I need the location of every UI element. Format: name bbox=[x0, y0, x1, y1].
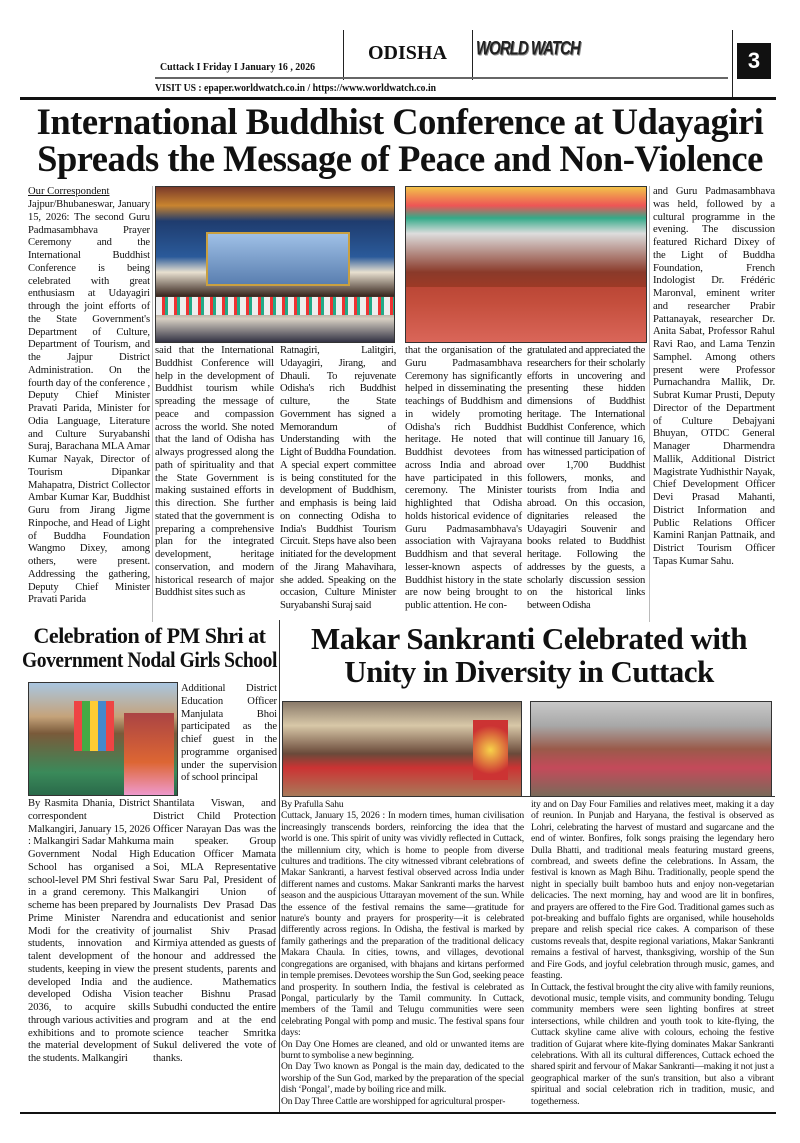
lead-column-6: and Guru Padmasambhava was held, followed by a cultural programme in the evening. The discussion featured Richard Dixey of the Light of Buddha Foundation, French Indologist Dr. Frédéric Maronval, eminent writer and researcher Prabir Pattanayak, researcher Dr. Anita Sabat, Professor Rahul Ravi Rao, and Lama Tenzin Samphel. Among others present were Professor Purnachandra Mallik, Dr. Subrat Kumar Prusti, Deputy Director of the Department of Culture Debajyani Bhuyan, OTDC General Manager Dharmendra Mallik, Additional District Magistrate Yudhisthir Nayak, Chief Development Officer Devi Prasad Mahanti, District Information and Public Relations Officer Kamini Ranjan Pattnaik, and District Tourism Officer Tapas Kumar Sahu. bbox=[653, 186, 775, 567]
community-gathering-photo bbox=[530, 701, 772, 797]
lead-column-1: Jajpur/Bhubaneswar, January 15, 2026: The second Guru Padmasambhava Prayer Ceremony and the International Buddhist Conference is being celebrated with great enthusiasm at Udayagiri through the joint efforts of the State Government's Department of Culture, Department of Tourism, and the Jajpur District Administration. On the fourth day of the conference , Deputy Chief Minister Pravati Parida, Minister for Odia Language, Literature and Culture Suryabanshi Suraj, Barachana MLA Amar Kumar Nayak, Director of Tourism Dipankar Mahapatra, District Collector Ambar Kumar Kar, Buddhist Guru from Jirang Jigme Rinpoche, and Head of Light of Buddha Foundation Wangmo Dixey, among others, were present. Addressing the gathering, Deputy Chief Minister Pravati Parida bbox=[28, 199, 150, 606]
school-column-1-text: Malkangiri, January 15, 2026 : Malkangiri Sadar Mahkuma Government Nodal High School has organised a school-level PM Shri festival in a grand ceremony. This scheme has been prepared by Prime Minister Narendra Modi for the creativity of students, innovation and talent development of the students, keeping in view the developed India and the developed Odisha Vision 2036, to acquire skills through various activities and exhibitions and to promote the material development of the students. Malkangiri bbox=[28, 823, 150, 1064]
world-watch-logo: WORLD WATCH bbox=[476, 37, 580, 60]
bottom-rule bbox=[20, 1112, 776, 1114]
top-rule bbox=[20, 97, 776, 100]
masthead-rule bbox=[155, 77, 728, 79]
lead-headline bbox=[15, 103, 785, 177]
school-column-1 bbox=[28, 798, 150, 1066]
conference-stage-photo bbox=[155, 186, 395, 343]
prayer-ceremony-photo bbox=[405, 186, 647, 343]
photo-rule bbox=[282, 796, 775, 797]
lead-byline: Our Correspondent bbox=[28, 186, 110, 197]
makar-paragraph: In Cuttack, the festival brought the city alive with family reunions, devotional music, temple visits, and community bonding. Telugu community members were seen lighting bonfires at street intersections, while children and youth took to kite-flying, the Cuttack skyline came alive with colours, echoing the festive tradition of Gujarat where kite-flying dominates Makar Sankranti celebrations. With all its cultural differences, Cuttack echoed the shared spirit and fervour of Makar Sankranti—making it not just a geographical marker of the sun's transition, but also a vibrant spiritual and social celebration rich in tradition, music, and togetherness. bbox=[531, 981, 774, 1107]
makar-paragraph: On Day One Homes are cleaned, and old or unwanted items are burnt to symbolise a new beginning. bbox=[281, 1038, 524, 1061]
school-headline-line1: Celebration of PM Shri at bbox=[33, 623, 266, 648]
masthead-divider bbox=[732, 30, 733, 100]
makar-paragraph: ity and on Day Four Families and relatives meet, making it a day of reunion. In Punjab and Haryana, the festival is observed as Lohri, celebrating the harvest of mustard and sugarcane and the end of winter. Bonfires, folk songs praising the legendary hero Dulla Bhatti, and traditional meals featuring mustard greens, cornbread, and sweets define the celebrations. In Assam, the festival is known as Magh Bihu. Traditionally, people spend the night in specially built bamboo huts and enjoy non-vegetarian delicacies. The next morning, hay and wood are lit in bonfires, and prayers are offered to the Fire God. Traditional games such as pot-breaking and buffalo fights are organised, while households prepare and relish special rice cakes. A comparison of these customs reveals that, despite regional variations, Makar Sankranti remains a festival of harvest, thanksgiving, worship of the Sun and Fire Gods, and joyful celebration through music, games, and feasting. bbox=[531, 799, 774, 982]
pongal-temple-photo bbox=[282, 701, 522, 797]
lead-column-4: that the organisation of the Guru Padmasambhava Ceremony has significantly helped in disseminating the teachings of Buddhism and in widely promoting Odisha's rich Buddhist heritage. He noted that Buddhist devotees from across India and abroad have participated in this ceremony. The Minister highlighted that Odisha holds historical evidence of Guru Padmasambhava's association with Vajrayana Buddhism and that several lesser-known aspects of Buddhist history in the state are now being brought to public attention. He con- bbox=[405, 345, 522, 611]
section-divider bbox=[279, 620, 280, 1113]
visit-us-line[interactable]: VISIT US : epaper.worldwatch.co.in / https://www.worldwatch.co.in bbox=[155, 82, 437, 94]
makar-byline: By Prafulla Sahu bbox=[281, 799, 344, 810]
makar-column-1 bbox=[281, 799, 524, 1107]
makar-headline-line2: Unity in Diversity in Cuttack bbox=[344, 654, 714, 689]
column-rule bbox=[649, 186, 650, 622]
school-column-2: Shantilata Viswan, and District Child Protection Officer Narayan Das was the main speaker. Group Education Officer Mamata Soi, MLA Representative Swar Saru Pal, President of Malkangiri Union of Journalists Dev Prasad Das and educationist and senior journalist Shiv Prasad Kirmiya attended as guests of honour and addressed the present students, parents and audience. Mathematics teacher Bishnu Prasad Subudhi conducted the entire program and at the end science teacher Smritka Sukul delivered the vote of thanks. bbox=[153, 798, 276, 1064]
page-number: 3 bbox=[737, 43, 771, 79]
lead-column-5: gratulated and appreciated the researchers for their scholarly efforts in uncovering and presenting these hidden dimensions of Buddhist heritage. The International Buddhist Conference, which will continue till January 16, has witnessed participation of over 1,700 Buddhist followers, monks, and tourists from India and abroad. On this occasion, dignitaries released the Udayagiri Souvenir and books related to Buddhist heritage. Following the addresses by the guests, a scholarly discussion session on the historical links between Odisha bbox=[527, 345, 645, 611]
dateline: Cuttack I Friday I January 16 , 2026 bbox=[160, 61, 316, 73]
makar-paragraph: On Day Three Cattle are worshipped for agricultural prosper- bbox=[281, 1095, 506, 1107]
makar-headline bbox=[284, 622, 774, 688]
school-headline bbox=[22, 624, 277, 672]
makar-paragraph: Cuttack, January 15, 2026 : In modern times, human civilisation increasingly transcends borders, reinforcing the idea that the world is one. This spirit of unity was vividly reflected in Cuttack, the millennium city, which is home to people from diverse cultures and traditions. The city witnessed vibrant celebrations of Makar Sankranti, a harvest festival observed across India under different names and customs. Makar Sankranti marks the harvest season and the auspicious Uttarayan movement of the sun. While the essence of the festival remains the same—gratitude for nature's bounty and prayers for prosperity—it is celebrated differently across regions. In Odisha, the festival is marked by family gatherings and the preparation of the traditional delicacy Makara Chaula. In cities, towns, and villages, devotional congregations are organised, with bhajans and kirtans performed in temple premises. Devotees worship the Sun God, seeking peace and prosperity. In southern India, the festival is celebrated as Pongal, particularly by the Tamil community. In Cuttack, members of the Tamil and Telugu communities were seen celebrating Pongal with pomp and music. The festival spans four days: bbox=[281, 810, 524, 1039]
lead-column-3: Ratnagiri, Lalitgiri, Udayagiri, Jirang, and Dhauli. To rejuvenate Odisha's rich Buddhist culture, the State Government has signed a Memorandum of Understanding with the Light of Buddha Foundation. A special expert committee is being constituted for the development of Buddhism, and emphasis is being laid on connecting Odisha to India's Buddhist Tourism Circuit. Steps have also been initiated for the development of the Jirang Mahavihara, she added. Speaking on the occasion, Culture Minister Suryabanshi Suraj said bbox=[280, 345, 396, 611]
lead-headline-line2: Spreads the Message of Peace and Non-Violence bbox=[37, 138, 763, 179]
column-rule bbox=[152, 186, 153, 622]
section-title: ODISHA bbox=[368, 42, 447, 64]
masthead-divider bbox=[343, 30, 344, 80]
lead-column-2: said that the International Buddhist Conference will help in the development of Buddhist tourism while spreading the message of peace and compassion across the world. She noted that the land of Odisha has always progressed along the path of spirituality and that the State Government is making sustained efforts in this direction. She further stated that the government is preparing a comprehensive plan for the integrated development, heritage conservation, and modern historical research of major Buddhist sites such as bbox=[155, 345, 274, 599]
makar-headline-line1: Makar Sankranti Celebrated with bbox=[310, 621, 747, 656]
masthead-divider bbox=[472, 30, 473, 80]
school-byline: By Rasmita Dhania, District correspondent bbox=[28, 798, 150, 822]
makar-paragraph: On Day Two known as Pongal is the main day, dedicated to the worship of the Sun God, marked by the preparation of the special dish ‘Pongal’, made by boiling rice and milk. bbox=[281, 1061, 524, 1096]
school-event-photo bbox=[28, 682, 178, 796]
school-beside-photo-text: Additional District Education Officer Manjulata Bhoi participated as the chief guest in the programme organised under the supervision of school principal bbox=[181, 683, 277, 784]
school-headline-line2: Government Nodal Girls School bbox=[22, 647, 277, 672]
makar-column-2 bbox=[531, 799, 774, 1107]
lead-headline-line1: International Buddhist Conference at Udayagiri bbox=[36, 101, 764, 142]
